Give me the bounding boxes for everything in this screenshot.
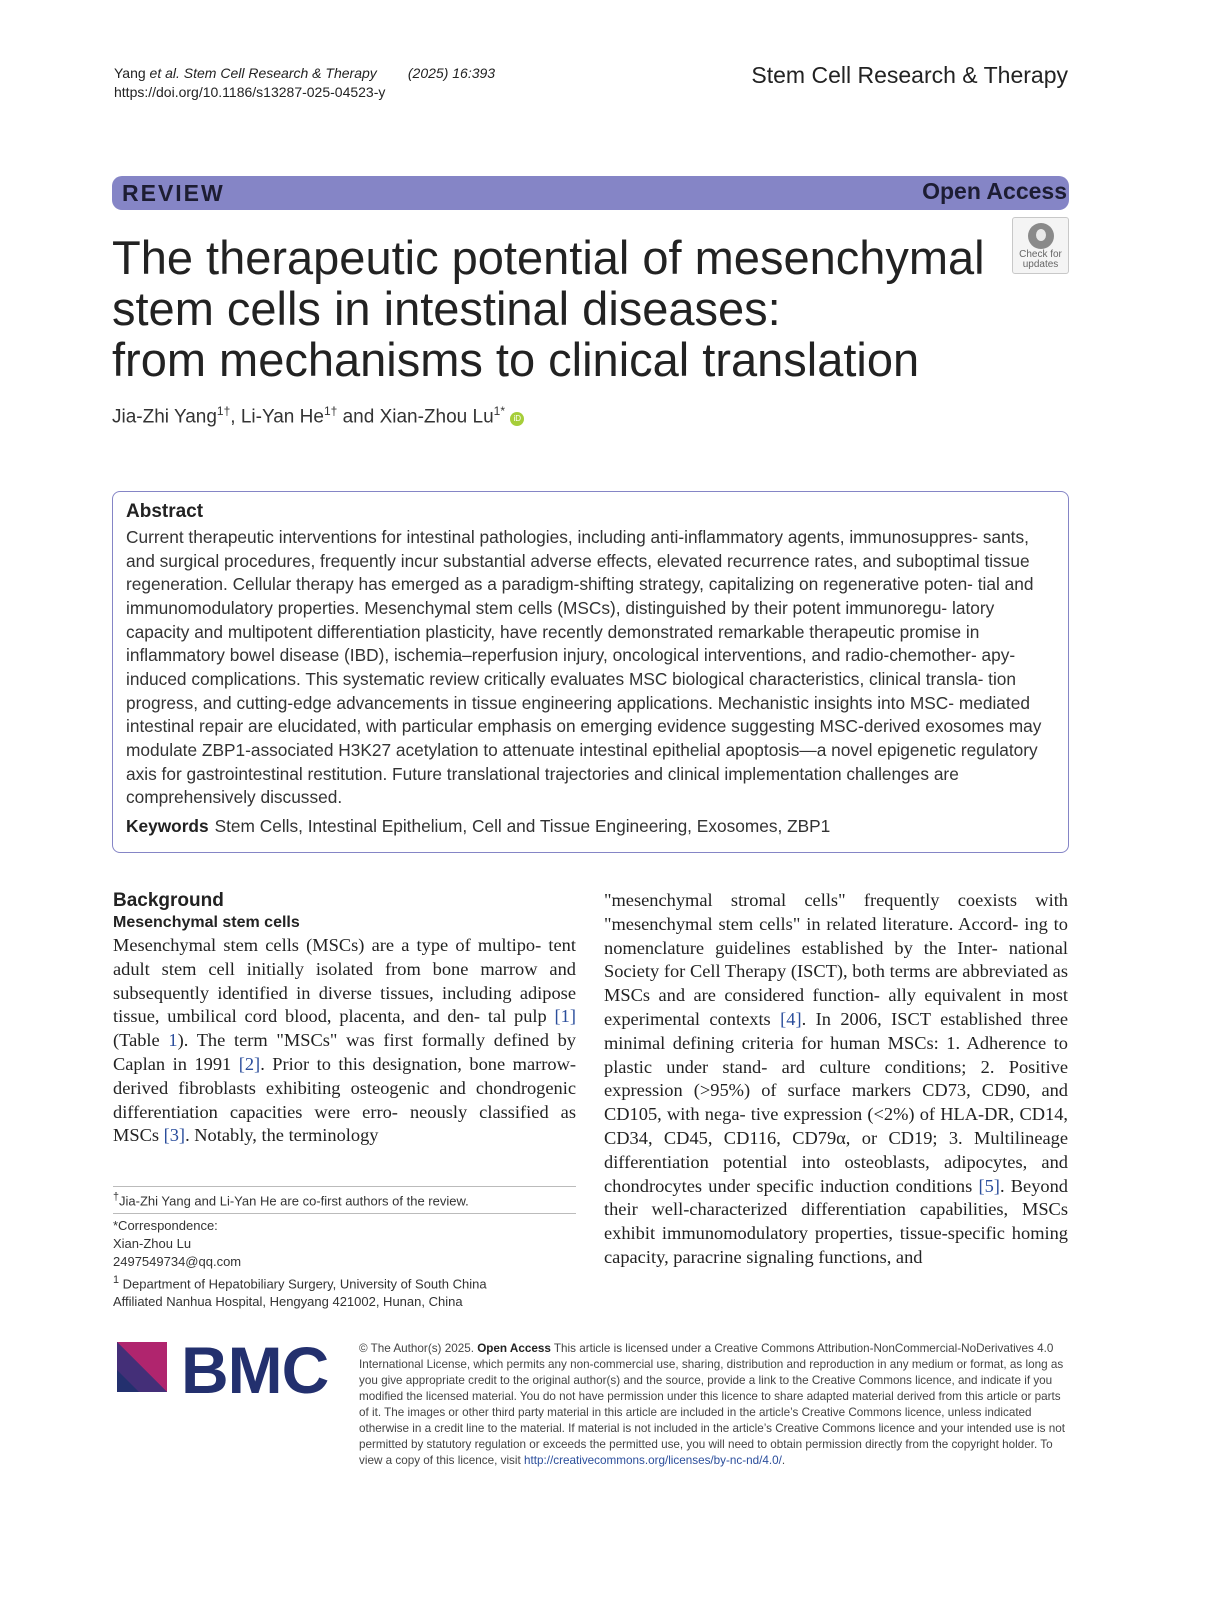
- table-link[interactable]: 1: [168, 1030, 178, 1051]
- author-list: [112, 404, 524, 428]
- license-open-access: Open Access: [477, 1342, 551, 1355]
- abstract-box: [112, 491, 1069, 853]
- license-link[interactable]: http://creativecommons.org/licenses/by-nc-nd/4.0/: [524, 1454, 782, 1467]
- title-line: from mechanisms to clinical translation: [112, 333, 920, 386]
- crossmark-icon: [1028, 223, 1054, 249]
- keywords-list: Stem Cells, Intestinal Epithelium, Cell and Tissue Engineering, Exosomes, ZBP1: [214, 815, 831, 836]
- bmc-logo-text: BMC: [181, 1333, 329, 1407]
- author-affiliation-mark: 1†: [216, 404, 231, 418]
- article-title: [112, 232, 992, 385]
- body-column-right: [604, 889, 1068, 1270]
- citation-authors: Yang: [114, 65, 150, 81]
- running-header-citation: [114, 64, 495, 102]
- citation-link[interactable]: [3]: [163, 1125, 186, 1146]
- author-name[interactable]: Jia-Zhi Yang: [112, 406, 217, 428]
- author-name[interactable]: Xian-Zhou Lu: [379, 406, 494, 428]
- citation-link[interactable]: [1]: [554, 1006, 576, 1027]
- open-access-label: Open Access: [922, 178, 1067, 204]
- affiliation-line: Affiliated Nanhua Hospital, Hengyang 421002, Hunan, China: [113, 1294, 463, 1310]
- body-column-left: [113, 889, 576, 1148]
- correspondence-email[interactable]: 2497549734@qq.com: [113, 1254, 242, 1269]
- keywords-row: [126, 816, 1056, 837]
- section-heading: Background: [113, 890, 224, 911]
- abstract-text: Current therapeutic interventions for intestinal pathologies, including anti-inflammatory agents, immunosuppres- sants, and surgical procedures, frequently incur substantial adverse effects, elevated recurrence rates, and suboptimal tissue regeneration. Cellular therapy has emerged as a paradigm-shifting strategy, capitalizing on regenerative poten- tial and immunomodulatory properties. Mesenchymal stem cells (MSCs), distinguished by their potent immunoregu- latory capacity and multipotent differentiation plasticity, have recently demonstrated remarkable therapeutic promise in inflammatory bowel disease (IBD), ischemia–reperfusion injury, oncological interventions, and radio-chemother- apy-induced complications. This systematic review critically evaluates MSC biological characteristics, clinical transla- tion progress, and cutting-edge advancements in tissue engineering applications. Mechanistic insights into MSC- mediated intestinal repair are elucidated, with particular emphasis on emerging evidence suggesting MSC-derived exosomes may modulate ZBP1-associated H3K27 acetylation to attenuate intestinal epithelial apoptosis—a novel epigenetic regulatory axis for gastrointestinal restitution. Future translational trajectories and clinical implementation challenges are comprehensively discussed.: [126, 527, 1042, 808]
- citation-journal: Stem Cell Research & Therapy: [179, 65, 377, 81]
- correspondence-name: Xian-Zhou Lu: [113, 1236, 192, 1251]
- citation-link[interactable]: [5]: [978, 1175, 1000, 1196]
- journal-name: Stem Cell Research & Therapy: [751, 62, 1068, 88]
- subsection-heading: Mesenchymal stem cells: [113, 914, 300, 931]
- correspondence-label: *Correspondence:: [113, 1218, 218, 1233]
- affiliation-line: $^1$ Department of Hepatobiliary Surgery, University of South China: [113, 1274, 487, 1292]
- author-separator: and: [337, 406, 380, 428]
- doi-link[interactable]: https://doi.org/10.1186/s13287-025-04523-y: [114, 84, 386, 100]
- title-line: stem cells in intestinal diseases:: [112, 282, 781, 335]
- citation-link[interactable]: [4]: [780, 1008, 802, 1029]
- correspondence-footnote: [113, 1213, 576, 1311]
- orcid-icon[interactable]: iD: [510, 412, 524, 426]
- bmc-logo-mark-icon: [117, 1342, 167, 1392]
- citation-link[interactable]: [2]: [238, 1053, 261, 1074]
- check-updates-line1: Check for: [1019, 249, 1062, 260]
- article-type-banner: [112, 176, 1069, 210]
- body-paragraph: Mesenchymal stem cells (MSCs) are a type of multipo- tent adult stem cell initially isolated from bone marrow and subsequently identified in diverse tissues, including adipose tissue, umbilical cord blood, placenta, and den- tal pulp [1] (Table 1). The term "MSCs" was first formally defined by Caplan in 1991 [2]. Prior to this designation, bone marrow-derived fibroblasts exhibiting osteogenic and chondrogenic differentiation capacities were erro- neously classified as MSCs [3]. Notably, the terminology: [113, 935, 576, 1146]
- keywords-label: Keywords: [126, 815, 209, 836]
- affiliation-mark: 1: [113, 1274, 120, 1286]
- article-type-label: REVIEW: [122, 180, 225, 206]
- citation-etal: et al.: [149, 65, 180, 81]
- abstract-heading: Abstract: [126, 501, 204, 522]
- author-affiliation-mark: 1†: [323, 404, 338, 418]
- author-separator: ,: [230, 406, 241, 428]
- check-for-updates-button[interactable]: [1012, 217, 1069, 274]
- check-updates-line2: updates: [1022, 259, 1059, 270]
- footnote-mark: †: [113, 1191, 120, 1203]
- cofirst-footnote: †Jia-Zhi Yang and Li-Yan He are co-first authors of the review.: [113, 1186, 576, 1208]
- bmc-logo[interactable]: [117, 1333, 329, 1407]
- author-affiliation-mark: 1*: [493, 404, 505, 418]
- title-line: The therapeutic potential of mesenchymal: [112, 231, 985, 284]
- license-statement: © The Author(s) 2025. Open Access This article is licensed under a Creative Commons Attribution-NonCommercial-NoDerivatives 4.0 International License, which permits any non-commercial use, sharing, distribution and reproduction in any medium or format, as long as you give appropriate credit to the original author(s) and the source, provide a link to the Creative Commons licence, and indicate if you modified the licensed material. You do not have permission under this licence to share adapted material derived from this article or parts of it. The images or other third party material in this article are included in the article’s Creative Commons licence, unless indicated otherwise in a credit line to the material. If material is not included in the article’s Creative Commons licence and your intended use is not permitted by statutory regulation or exceeds the permitted use, you will need to obtain permission directly from the copyright holder. To view a copy of this licence, visit http://creativecommons.org/licenses/by-nc-nd/4.0/.: [359, 1342, 1065, 1467]
- body-paragraph: "mesenchymal stromal cells" frequently coexists with "mesenchymal stem cells" in related literature. Accord- ing to nomenclature guidelines established by the Inter- national Society for Cell Therapy (ISCT), both terms are abbreviated as MSCs and are considered function- ally equivalent in most experimental contexts [4]. In 2006, ISCT established three minimal defining criteria for human MSCs: 1. Adherence to plastic under stand- ard culture conditions; 2. Positive expression (>95%) of surface markers CD73, CD90, and CD105, with nega- tive expression (<2%) of HLA-DR, CD14, CD34, CD45, CD116, CD79α, or CD19; 3. Multilineage differentiation potential into osteoblasts, adipocytes, and chondrocytes under specific induction conditions [5]. Beyond their well-characterized differentiation capabilities, MSCs exhibit immunomodulatory properties, tissue-specific homing capacity, paracrine signaling functions, and: [604, 890, 1069, 1267]
- citation-year: (2025) 16:393: [407, 65, 496, 81]
- author-name[interactable]: Li-Yan He: [240, 406, 324, 428]
